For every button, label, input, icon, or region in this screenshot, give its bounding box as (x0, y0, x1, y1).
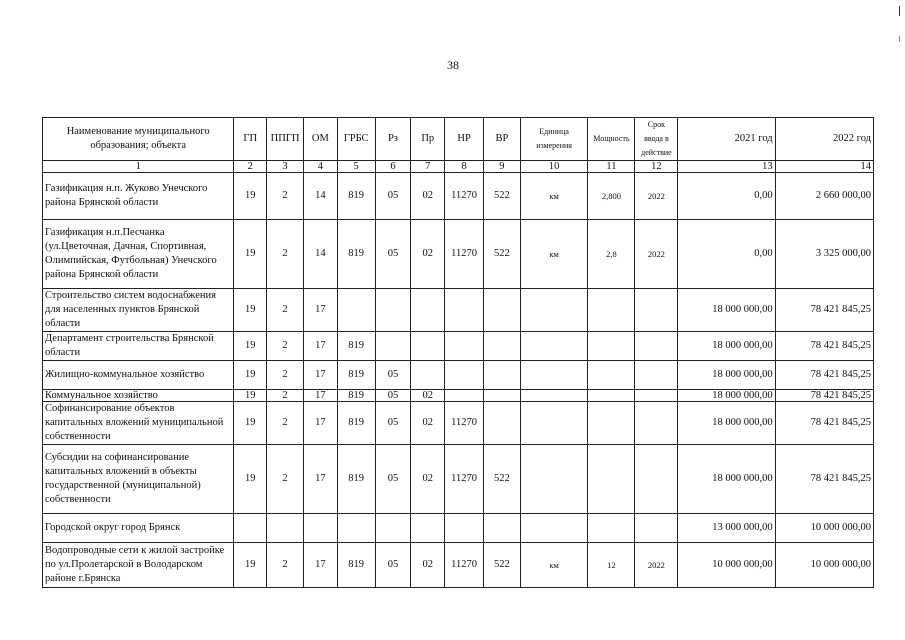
cell-vr: 522 (484, 173, 521, 220)
table-row (43, 332, 874, 361)
header-ppgp: ППГП (267, 118, 304, 161)
cell-2022: 78 421 845,25 (775, 289, 873, 332)
cell-unit (520, 402, 588, 445)
cell-2022: 10 000 000,00 (775, 514, 873, 543)
cell-capacity (588, 445, 635, 514)
object-name: Софинансирование объектов капитальных вложений муниципальной собственности (43, 402, 234, 445)
column-number: 12 (635, 161, 678, 173)
cell-nr (445, 289, 484, 332)
cell-om: 17 (303, 402, 337, 445)
cell-pr: 02 (411, 402, 445, 445)
object-name: Газификация н.п.Песчанка (ул.Цветочная, Дачная, Спортивная, Олимпийская, Футбольная) Унечского района Брянской области (43, 220, 234, 289)
column-number: 3 (267, 161, 304, 173)
cell-term (635, 390, 678, 402)
cell-rz: 05 (375, 543, 411, 588)
cell-nr (445, 361, 484, 390)
object-name: Коммунальное хозяйство (43, 390, 234, 402)
cell-nr: 11270 (445, 543, 484, 588)
scan-mark (899, 6, 900, 16)
cell-capacity (588, 402, 635, 445)
column-number-row (43, 161, 874, 173)
object-name: Субсидии на софинансирование капитальных вложений в объекты государственной (муниципальной) собственности (43, 445, 234, 514)
cell-term: 2022 (635, 173, 678, 220)
cell-gp: 19 (234, 173, 267, 220)
cell-capacity: 12 (588, 543, 635, 588)
cell-om: 14 (303, 220, 337, 289)
cell-term (635, 402, 678, 445)
cell-vr (484, 361, 521, 390)
cell-2021: 18 000 000,00 (678, 445, 775, 514)
cell-grbs: 819 (337, 402, 375, 445)
object-name: Водопроводные сети к жилой застройке по ул.Пролетарской в Володарском районе г.Брянска (43, 543, 234, 588)
cell-capacity: 2,800 (588, 173, 635, 220)
cell-grbs: 819 (337, 332, 375, 361)
table-row (43, 361, 874, 390)
cell-grbs: 819 (337, 543, 375, 588)
cell-gp: 19 (234, 543, 267, 588)
cell-unit (520, 361, 588, 390)
cell-2021: 0,00 (678, 220, 775, 289)
cell-vr (484, 390, 521, 402)
cell-pr: 02 (411, 220, 445, 289)
cell-rz: 05 (375, 361, 411, 390)
cell-ppgp: 2 (267, 543, 304, 588)
cell-gp: 19 (234, 361, 267, 390)
column-number: 1 (43, 161, 234, 173)
header-gp: ГП (234, 118, 267, 161)
column-number: 7 (411, 161, 445, 173)
cell-vr: 522 (484, 220, 521, 289)
cell-term (635, 361, 678, 390)
cell-gp: 19 (234, 402, 267, 445)
cell-pr (411, 361, 445, 390)
cell-nr: 11270 (445, 220, 484, 289)
cell-unit: км (520, 173, 588, 220)
table-row (43, 514, 874, 543)
cell-gp: 19 (234, 445, 267, 514)
cell-unit (520, 445, 588, 514)
table-row (43, 220, 874, 289)
cell-capacity (588, 390, 635, 402)
cell-nr: 11270 (445, 402, 484, 445)
header-term: Срок ввода в действие (635, 118, 678, 161)
table-row (43, 543, 874, 588)
header-vr: ВР (484, 118, 521, 161)
cell-ppgp: 2 (267, 390, 304, 402)
object-name: Городской округ город Брянск (43, 514, 234, 543)
cell-term (635, 289, 678, 332)
cell-2022: 78 421 845,25 (775, 445, 873, 514)
cell-2022: 78 421 845,25 (775, 402, 873, 445)
cell-grbs (337, 289, 375, 332)
cell-term: 2022 (635, 543, 678, 588)
cell-nr: 11270 (445, 173, 484, 220)
cell-rz: 05 (375, 402, 411, 445)
cell-gp: 19 (234, 289, 267, 332)
column-number: 11 (588, 161, 635, 173)
table-row (43, 390, 874, 402)
cell-rz: 05 (375, 173, 411, 220)
cell-2022: 78 421 845,25 (775, 390, 873, 402)
table-header-row (43, 118, 874, 161)
cell-unit: км (520, 543, 588, 588)
header-nr: НР (445, 118, 484, 161)
cell-pr: 02 (411, 445, 445, 514)
column-number: 2 (234, 161, 267, 173)
cell-rz: 05 (375, 445, 411, 514)
column-number: 9 (484, 161, 521, 173)
cell-ppgp: 2 (267, 332, 304, 361)
header-pr: Пр (411, 118, 445, 161)
object-name: Газификация н.п. Жуково Унечского района Брянской области (43, 173, 234, 220)
header-grbs: ГРБС (337, 118, 375, 161)
cell-grbs: 819 (337, 445, 375, 514)
cell-rz: 05 (375, 220, 411, 289)
cell-2022: 2 660 000,00 (775, 173, 873, 220)
cell-2022: 78 421 845,25 (775, 361, 873, 390)
cell-om: 17 (303, 332, 337, 361)
cell-grbs (337, 514, 375, 543)
cell-unit (520, 332, 588, 361)
cell-gp (234, 514, 267, 543)
cell-om (303, 514, 337, 543)
cell-vr (484, 289, 521, 332)
cell-gp: 19 (234, 332, 267, 361)
column-number: 8 (445, 161, 484, 173)
cell-2021: 18 000 000,00 (678, 361, 775, 390)
cell-2021: 18 000 000,00 (678, 390, 775, 402)
cell-ppgp: 2 (267, 445, 304, 514)
column-number: 4 (303, 161, 337, 173)
cell-rz (375, 332, 411, 361)
cell-2021: 13 000 000,00 (678, 514, 775, 543)
cell-2022: 10 000 000,00 (775, 543, 873, 588)
cell-ppgp: 2 (267, 289, 304, 332)
cell-vr (484, 332, 521, 361)
cell-grbs: 819 (337, 390, 375, 402)
cell-om: 17 (303, 390, 337, 402)
object-name: Строительство систем водоснабжения для населенных пунктов Брянской области (43, 289, 234, 332)
cell-unit (520, 289, 588, 332)
table-row (43, 402, 874, 445)
cell-unit (520, 390, 588, 402)
cell-2021: 18 000 000,00 (678, 402, 775, 445)
cell-nr (445, 514, 484, 543)
scan-mark (899, 36, 900, 42)
cell-om: 17 (303, 543, 337, 588)
cell-2021: 10 000 000,00 (678, 543, 775, 588)
column-number: 6 (375, 161, 411, 173)
cell-ppgp: 2 (267, 220, 304, 289)
cell-vr: 522 (484, 445, 521, 514)
cell-2021: 0,00 (678, 173, 775, 220)
header-capacity: Мощность (588, 118, 635, 161)
cell-om: 17 (303, 289, 337, 332)
cell-gp: 19 (234, 220, 267, 289)
cell-term: 2022 (635, 220, 678, 289)
cell-capacity (588, 289, 635, 332)
cell-term (635, 514, 678, 543)
cell-nr: 11270 (445, 445, 484, 514)
cell-vr: 522 (484, 543, 521, 588)
cell-pr (411, 514, 445, 543)
cell-nr (445, 332, 484, 361)
column-number: 10 (520, 161, 588, 173)
object-name: Жилищно-коммунальное хозяйство (43, 361, 234, 390)
table-row (43, 173, 874, 220)
cell-grbs: 819 (337, 220, 375, 289)
cell-grbs: 819 (337, 361, 375, 390)
header-name: Наименование муниципального образования; объекта (43, 118, 234, 161)
header-unit: Единица измерения (520, 118, 588, 161)
cell-nr (445, 390, 484, 402)
cell-ppgp: 2 (267, 173, 304, 220)
budget-table (42, 117, 874, 588)
cell-term (635, 332, 678, 361)
cell-ppgp (267, 514, 304, 543)
header-om: ОМ (303, 118, 337, 161)
cell-rz: 05 (375, 390, 411, 402)
cell-gp: 19 (234, 390, 267, 402)
cell-rz (375, 514, 411, 543)
cell-ppgp: 2 (267, 402, 304, 445)
cell-ppgp: 2 (267, 361, 304, 390)
cell-capacity (588, 514, 635, 543)
cell-pr (411, 289, 445, 332)
cell-unit: км (520, 220, 588, 289)
cell-grbs: 819 (337, 173, 375, 220)
cell-capacity (588, 361, 635, 390)
cell-om: 17 (303, 361, 337, 390)
column-number: 13 (678, 161, 775, 173)
cell-term (635, 445, 678, 514)
cell-2022: 78 421 845,25 (775, 332, 873, 361)
cell-unit (520, 514, 588, 543)
cell-rz (375, 289, 411, 332)
table-row (43, 445, 874, 514)
cell-pr: 02 (411, 173, 445, 220)
cell-2021: 18 000 000,00 (678, 289, 775, 332)
cell-2022: 3 325 000,00 (775, 220, 873, 289)
header-2021: 2021 год (678, 118, 775, 161)
cell-vr (484, 402, 521, 445)
cell-2021: 18 000 000,00 (678, 332, 775, 361)
cell-pr: 02 (411, 543, 445, 588)
cell-pr (411, 332, 445, 361)
column-number: 5 (337, 161, 375, 173)
cell-om: 14 (303, 173, 337, 220)
cell-capacity: 2,8 (588, 220, 635, 289)
column-number: 14 (775, 161, 873, 173)
header-rz: Рз (375, 118, 411, 161)
object-name: Департамент строительства Брянской области (43, 332, 234, 361)
page-number: 38 (447, 58, 459, 72)
cell-pr: 02 (411, 390, 445, 402)
cell-capacity (588, 332, 635, 361)
table-row (43, 289, 874, 332)
cell-om: 17 (303, 445, 337, 514)
header-2022: 2022 год (775, 118, 873, 161)
cell-vr (484, 514, 521, 543)
